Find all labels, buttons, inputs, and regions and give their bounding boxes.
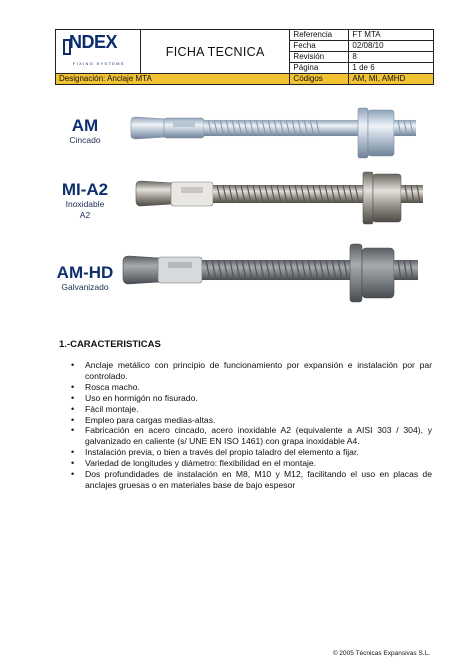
- designation-row: [56, 74, 434, 85]
- list-item: • Fácil montaje.: [60, 404, 432, 415]
- list-item: • Fabricación en acero cincado, acero inoxidable A2 (equivalente a AISI 303 / 304), y galvanizado en caliente (s/ UNE EN ISO 1461) con grapa inoxidable A4.: [60, 425, 432, 447]
- footer-copyright: © 2005 Técnicas Expansivas S.L.: [332, 650, 430, 657]
- logo-text: NDEX: [69, 31, 118, 52]
- codes-value: AM, MI, AMHD: [349, 74, 434, 85]
- index-logo: [59, 32, 137, 72]
- logo-cell: [56, 30, 141, 74]
- codes-label: Códigos: [290, 74, 349, 85]
- list-item: • Rosca macho.: [60, 382, 432, 393]
- product-finish: Cincado: [69, 135, 101, 145]
- anchor-am-image: [128, 105, 428, 163]
- field-label: Referencia: [290, 30, 349, 41]
- field-label: Fecha: [290, 41, 349, 52]
- field-label: Página: [290, 63, 349, 74]
- list-item: • Anclaje metálico con principio de funcionamiento por expansión e instalación por par controlado.: [60, 360, 432, 382]
- list-item: • Uso en hormigón no fisurado.: [60, 393, 432, 404]
- product-am-hd-label: [42, 263, 128, 293]
- field-value: 1 de 6: [349, 63, 434, 74]
- document-title: FICHA TECNICA: [141, 30, 290, 74]
- anchor-mi-a2-image: [133, 166, 433, 228]
- field-value: 02/08/10: [349, 41, 434, 52]
- designation: Designación: Anclaje MTA: [56, 74, 290, 85]
- section-title: 1.-CARACTERISTICAS: [59, 339, 161, 350]
- product-name: MI-A2: [61, 180, 109, 199]
- product-name: AM: [71, 116, 99, 135]
- header-table: [55, 29, 434, 85]
- product-finish: Galvanizado: [61, 282, 109, 292]
- product-finish-grade: A2: [79, 210, 91, 220]
- list-item: • Dos profundidades de instalación en M8, M10 y M12, facilitando el uso en placas de anclajes gruesas o en materiales base de bajo espesor: [60, 469, 432, 491]
- field-label: Revisión: [290, 52, 349, 63]
- features-list: [60, 360, 432, 491]
- product-finish: Inoxidable: [65, 199, 105, 209]
- field-value: 8: [349, 52, 434, 63]
- list-item: • Empleo para cargas medias-altas.: [60, 415, 432, 426]
- logo-tagline: FIXING SYSTEMS: [73, 60, 125, 66]
- list-item: • Variedad de longitudes y diámetro: flexibilidad en el montaje.: [60, 458, 432, 469]
- anchor-am-hd-image: [120, 240, 425, 306]
- list-item: • Instalación previa, o bien a través del propio taladro del elemento a fijar.: [60, 447, 432, 458]
- field-value: FT MTA: [349, 30, 434, 41]
- product-name: AM-HD: [56, 263, 114, 282]
- product-am-label: [42, 116, 128, 146]
- product-mi-a2-label: [42, 180, 128, 221]
